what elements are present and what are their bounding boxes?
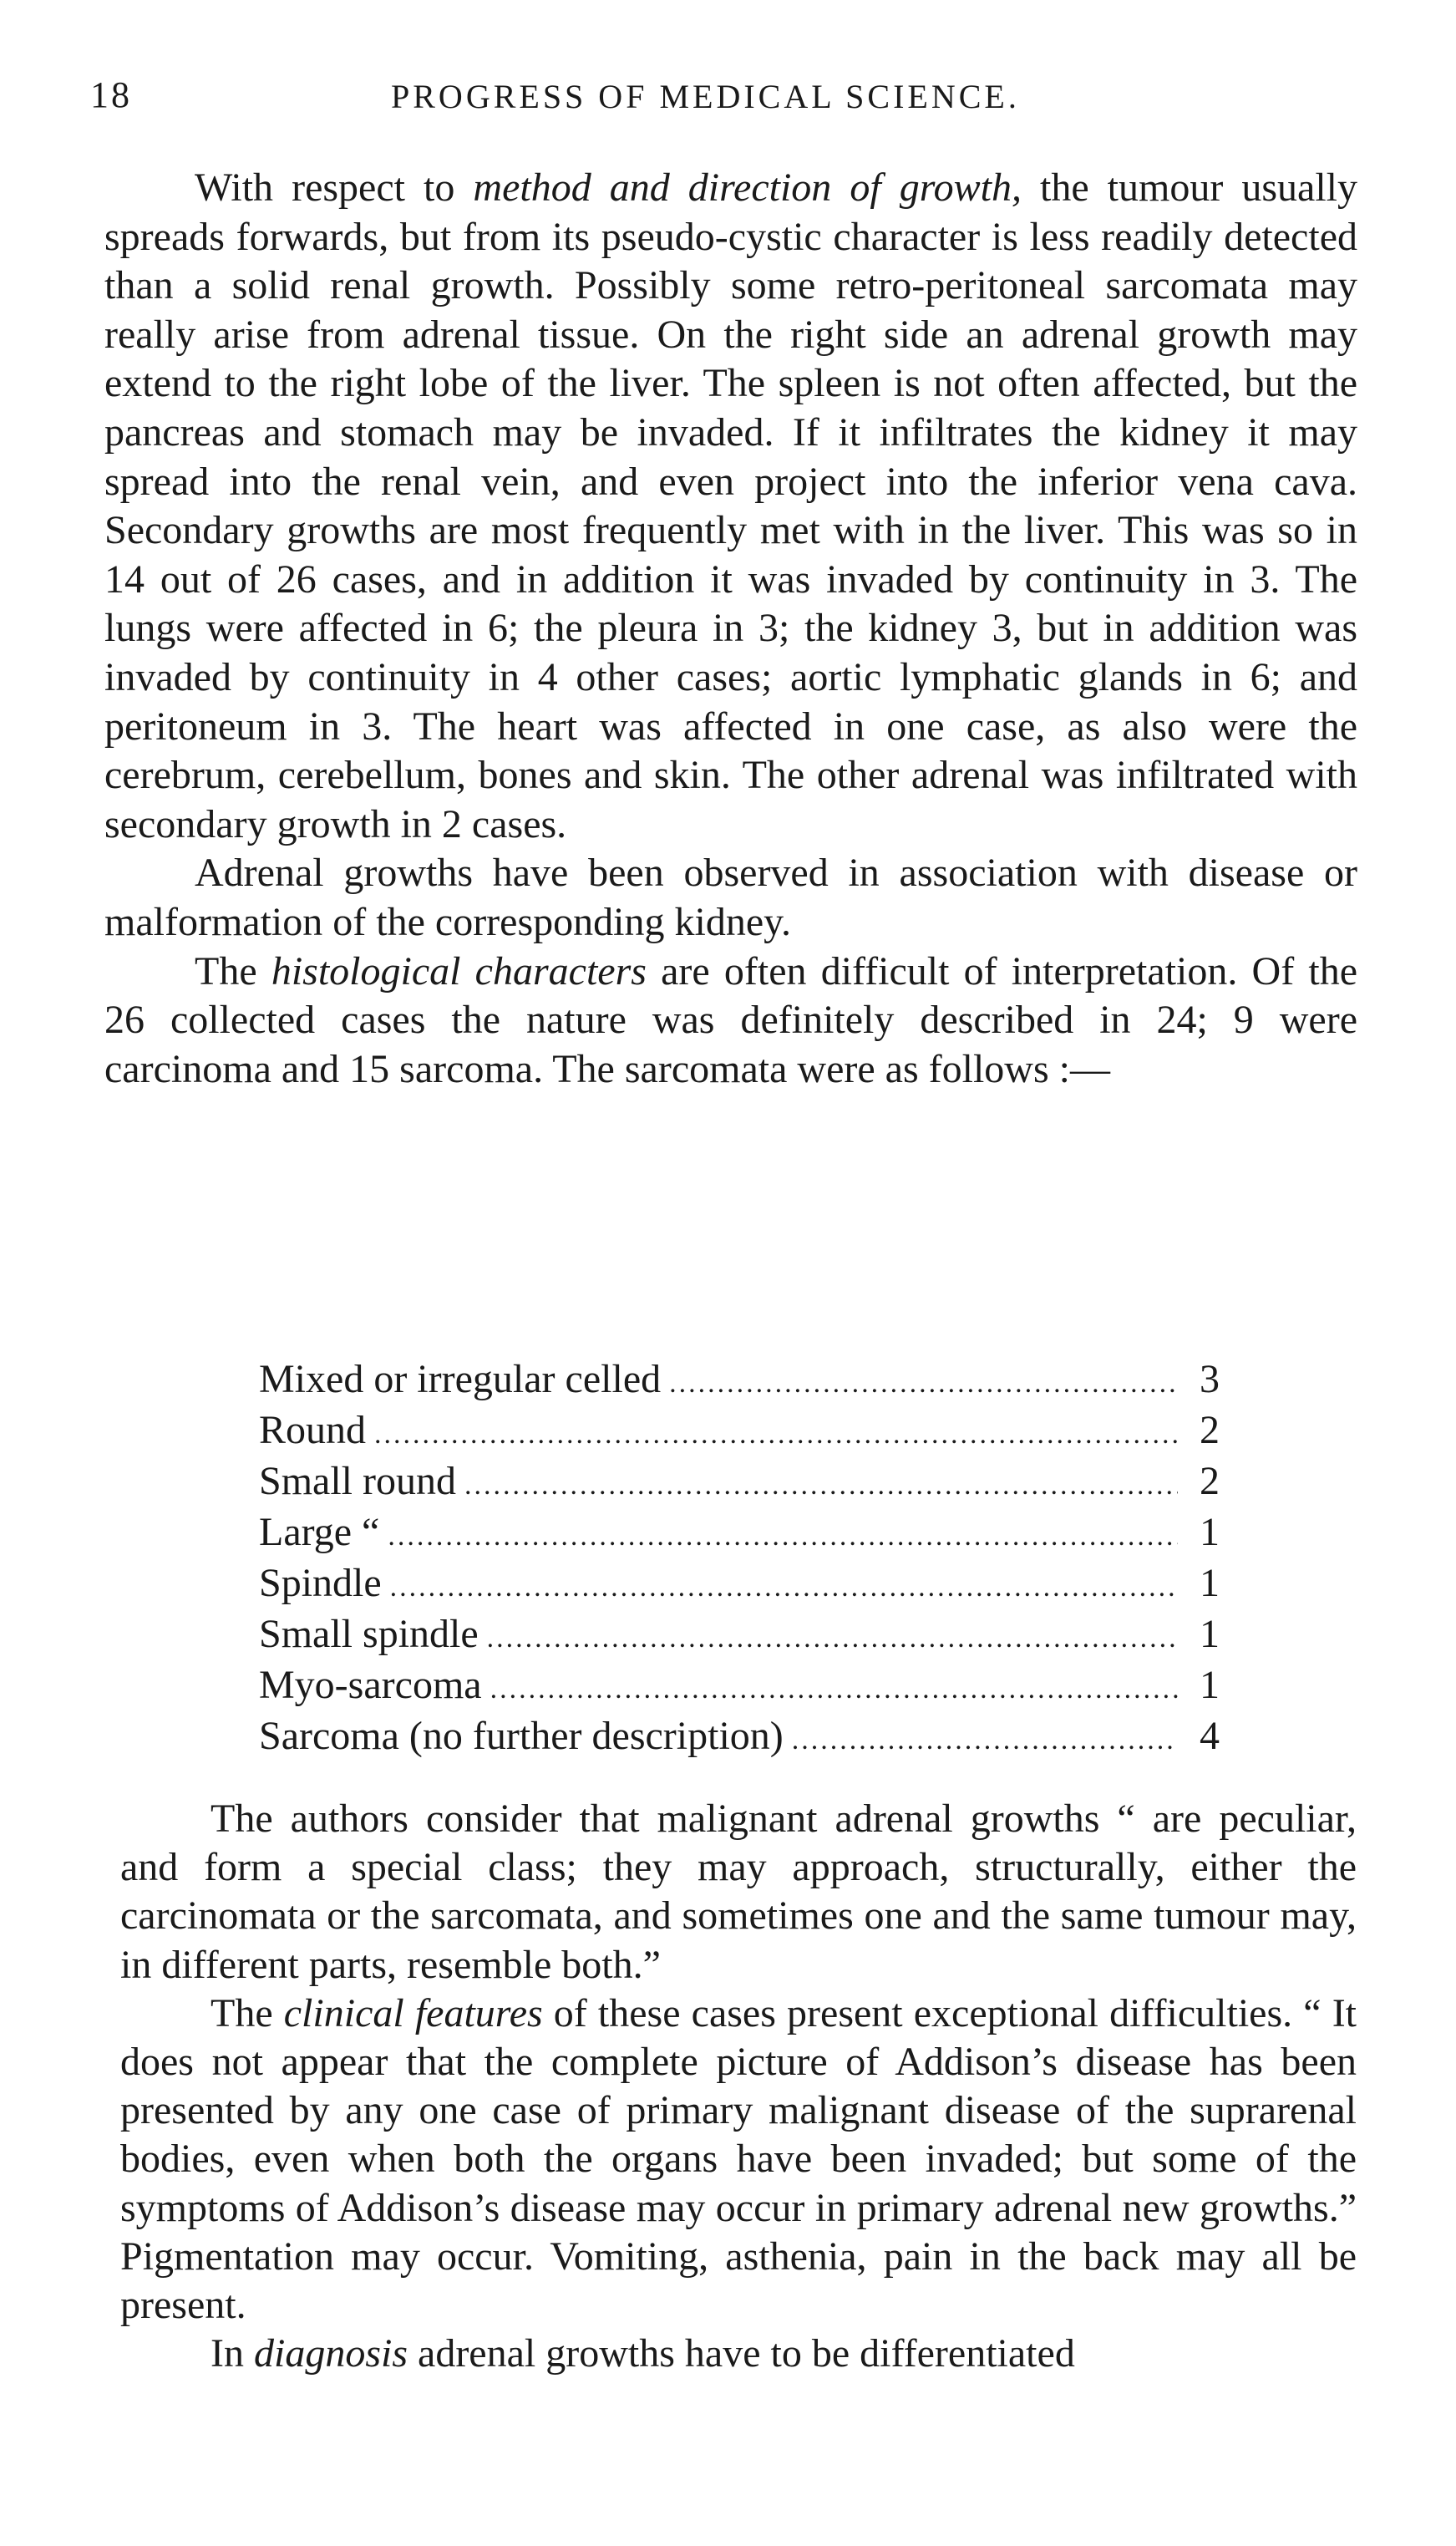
text-run: The bbox=[195, 948, 271, 993]
text-run: With respect to bbox=[195, 165, 474, 210]
text-run: In bbox=[211, 2331, 254, 2376]
text-run: adrenal growths have to be differentiated bbox=[408, 2331, 1075, 2376]
table-row bbox=[259, 1659, 1220, 1710]
row-count: 1 bbox=[1200, 1612, 1220, 1656]
running-head bbox=[90, 74, 1360, 124]
dot-leader bbox=[390, 1562, 1178, 1613]
paragraph-kidney-association bbox=[104, 849, 1357, 947]
dot-leader bbox=[388, 1511, 1178, 1562]
body-text-bottom bbox=[120, 1795, 1357, 2378]
page-number: 18 bbox=[90, 74, 132, 115]
body-text-top bbox=[104, 164, 1357, 1094]
paragraph-authors-quote bbox=[120, 1795, 1357, 1990]
row-count: 2 bbox=[1200, 1408, 1220, 1452]
table-row bbox=[259, 1354, 1220, 1405]
table-row bbox=[259, 1558, 1220, 1608]
row-count: 4 bbox=[1200, 1714, 1220, 1758]
paragraph-growth-method bbox=[104, 164, 1357, 849]
sarcomata-table bbox=[259, 1354, 1220, 1761]
table-row bbox=[259, 1456, 1220, 1507]
dot-leader bbox=[792, 1715, 1178, 1766]
text-run: of these cases present exceptional difficulties. “ It does not appear that the complete picture of Addison’s disease has been presented by any one case of primary malignant disease of the suprarenal bodies, even when both the organs have been invaded; but some of the symptoms of Addison’s disease may occur in primary adrenal new growths.” Pigmentation may occur. Vomiting, asthenia, pain in the back may all be present. bbox=[120, 1990, 1357, 2328]
italic-term: clinical features bbox=[283, 1990, 543, 2035]
paragraph-histology bbox=[104, 948, 1357, 1095]
row-count: 2 bbox=[1200, 1459, 1220, 1503]
dot-leader bbox=[669, 1358, 1178, 1409]
row-count: 3 bbox=[1200, 1357, 1220, 1401]
row-label: Sarcoma (no further description) bbox=[259, 1714, 784, 1758]
row-label: Mixed or irregular celled bbox=[259, 1357, 662, 1401]
paragraph-clinical-features bbox=[120, 1990, 1357, 2330]
dot-leader bbox=[487, 1613, 1178, 1664]
text-run: the tumour usually spreads forwards, but from its pseudo-cystic character is less readily detected than a solid renal growth. Possibly some retro-peritoneal sarcomata may really arise from adrenal tissue. On the right side an adrenal growth may extend to the right lobe of the liver. The spleen is not often affected, but the pancreas and stomach may be invaded. If it infiltrates the kidney it may spread into the renal vein, and even project into the inferior vena cava. Secondary growths are most frequently met with in the liver. This was so in 14 out of 26 cases, and in addition it was invaded by continuity in 3. The lungs were affected in 6; the pleura in 3; the kidney 3, but in addition was invaded by continuity in 4 other cases; aortic lymphatic glands in 6; and peritoneum in 3. The heart was affected in one case, as also were the cerebrum, cerebellum, bones and skin. The other adrenal was infiltrated with secondary growth in 2 cases. bbox=[104, 165, 1358, 846]
row-label: Small spindle bbox=[259, 1612, 479, 1656]
dot-leader bbox=[374, 1409, 1178, 1460]
table-row bbox=[259, 1405, 1220, 1456]
italic-term: diagnosis bbox=[253, 2331, 408, 2376]
text-run: Adrenal growths have been observed in association with disease or malformation of the corresponding kidney. bbox=[104, 851, 1357, 944]
text-run: are often difficult of interpretation. Of the 26 collected cases the nature was definitely described in 24; 9 were carcinoma and 15 sarcoma. The sarcomata were as follows :— bbox=[104, 948, 1358, 1091]
table-row bbox=[259, 1507, 1220, 1558]
row-label: Round bbox=[259, 1408, 367, 1452]
row-label: Myo-sarcoma bbox=[259, 1663, 482, 1707]
running-title: PROGRESS OF MEDICAL SCIENCE. bbox=[391, 78, 1020, 115]
dot-leader bbox=[490, 1664, 1178, 1715]
table-row bbox=[259, 1710, 1220, 1761]
row-label: Small round bbox=[259, 1459, 456, 1503]
italic-term: method and direction of growth, bbox=[473, 165, 1022, 210]
paragraph-diagnosis bbox=[120, 2330, 1357, 2378]
text-run: The authors consider that malignant adrenal growths “ are peculiar, and form a special class; they may approach, structurally, either the carcinomata or the sarcomata, and sometimes one and the same tumour may, in different parts, resemble both.” bbox=[120, 1796, 1357, 1987]
row-count: 1 bbox=[1200, 1663, 1220, 1707]
row-count: 1 bbox=[1200, 1561, 1220, 1605]
dot-leader bbox=[464, 1460, 1178, 1511]
row-count: 1 bbox=[1200, 1510, 1220, 1554]
italic-term: histological characters bbox=[271, 948, 647, 993]
text-run: The bbox=[211, 1990, 284, 2035]
row-label: Large “ bbox=[259, 1510, 380, 1554]
row-label: Spindle bbox=[259, 1561, 382, 1605]
table-row bbox=[259, 1608, 1220, 1659]
